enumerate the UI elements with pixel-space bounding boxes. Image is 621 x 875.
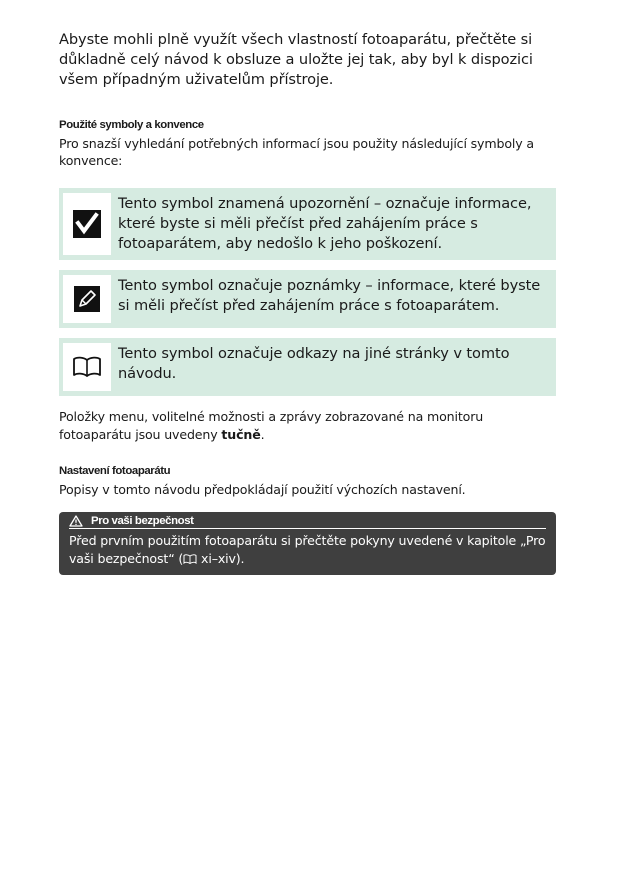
safety-box [59, 512, 556, 575]
bold-term: tučně [221, 427, 261, 442]
warning-icon [69, 515, 87, 527]
symbol-text-caution: Tento symbol znamená upozornění – označuje informace, které byste si měli přečíst před zahájením práce s fotoaparátem, aby nedošlo k jeho poškození. [118, 195, 532, 252]
book-icon [63, 343, 111, 391]
symbol-text-note: Tento symbol označuje poznámky – informace, které byste si měli přečíst před zahájením práce s fotoaparátem. [118, 277, 541, 314]
safety-text: Před prvním použitím fotoaparátu si přečtěte pokyny uvedené v kapitole „Pro vaši bezpečnost“ ( xi–xiv). [69, 532, 546, 569]
book-icon [183, 551, 197, 569]
safety-title: Pro vaši bezpečnost [91, 515, 194, 527]
camera-settings-title: Nastavení fotoaparátu [59, 465, 171, 477]
symbols-section-text: Pro snazší vyhledání potřebných informací jsou použity následující symboly a konvence: [59, 136, 534, 168]
symbol-box-caution [59, 188, 556, 260]
check-icon [63, 193, 111, 255]
symbol-box-note [59, 270, 556, 328]
symbol-box-reference [59, 338, 556, 396]
intro-paragraph: Abyste mohli plně využít všech vlastností fotoaparátu, přečtěte si důkladně celý návod k obsluze a uložte jej tak, aby byl k dispozici všem případným uživatelům přístroje. [59, 31, 533, 88]
pencil-icon [63, 275, 111, 323]
symbols-section-title: Použité symboly a konvence [59, 119, 204, 131]
menu-note: Položky menu, volitelné možnosti a zprávy zobrazované na monitoru fotoaparátu jsou uvedeny tučně. [59, 409, 484, 442]
symbol-text-reference: Tento symbol označuje odkazy na jiné stránky v tomto návodu. [118, 345, 510, 382]
camera-settings-text: Popisy v tomto návodu předpokládají použití výchozích nastavení. [59, 482, 466, 497]
safety-header [69, 514, 546, 529]
manual-page [59, 30, 556, 575]
